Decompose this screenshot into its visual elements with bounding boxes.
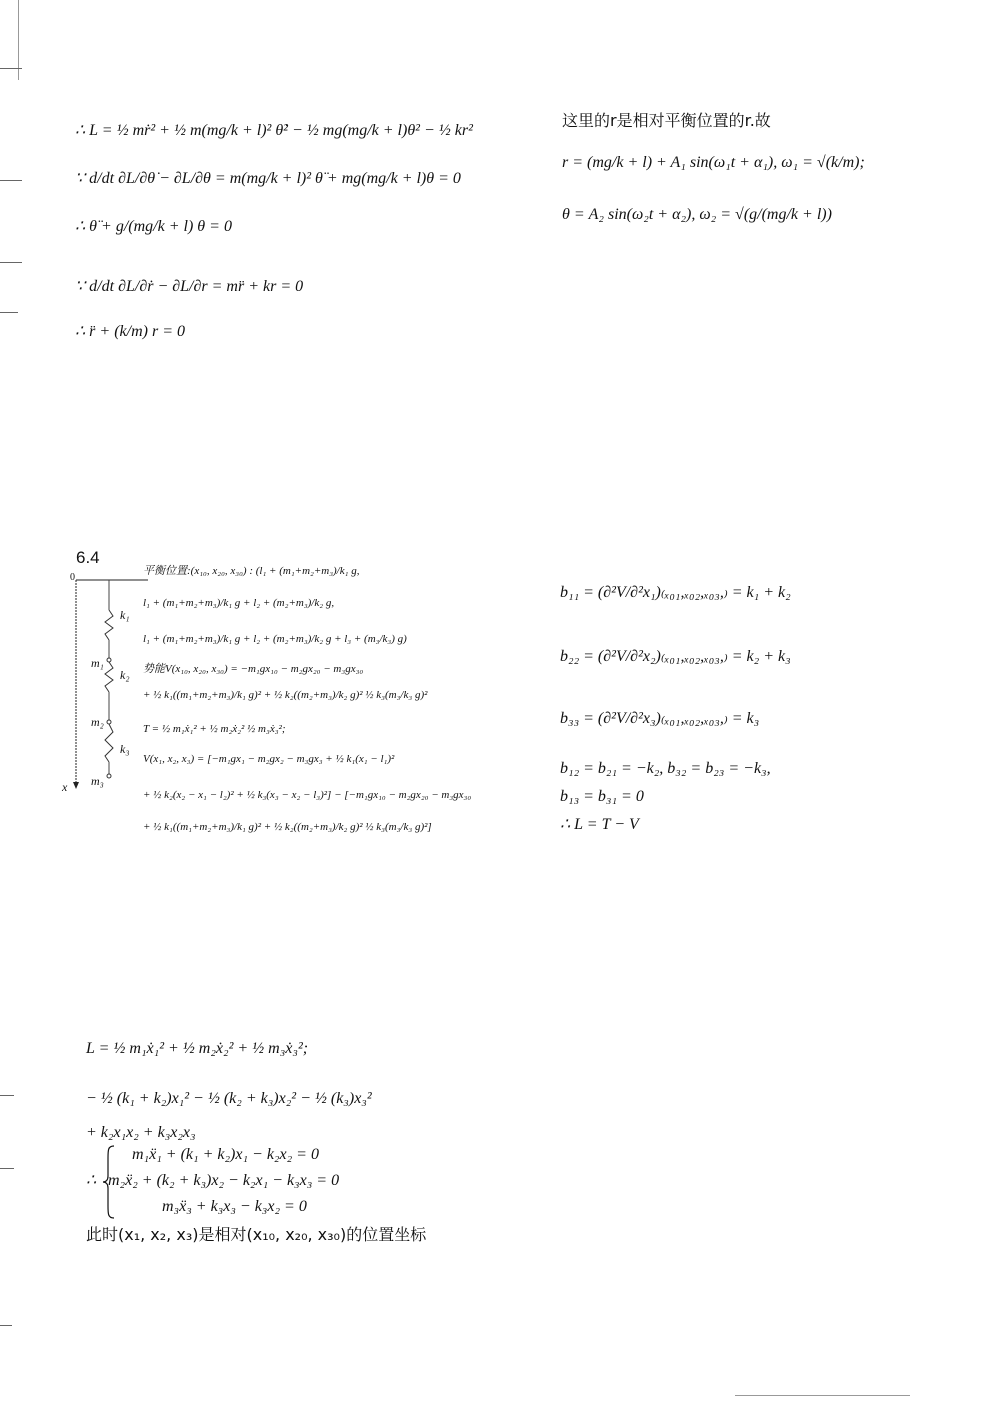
spring-k2-label: k₂ xyxy=(120,668,130,682)
potential-general-line-1: V(x₁, x₂, x₃) = [−m₁gx₁ − m₂gx₂ − m₃gx₃ + ½ k₁(x₁ − l₁)² xyxy=(143,753,395,765)
b11-equation: b₁₁ = (∂²V/∂²x₁)₍ₓ₀₁,ₓ₀₂,ₓ₀₃,₎ = k₁ + k₂ xyxy=(560,584,791,601)
spring-k3-label: k₃ xyxy=(120,742,130,756)
lagrangian-equation: ∴ L = ½ mṙ² + ½ m(mg/k + l)² θ̇² − ½ mg(mg/k + l)θ² − ½ kr² xyxy=(75,122,473,139)
margin-tick xyxy=(0,1168,14,1169)
b12-equation: b₁₂ = b₂₁ = −k₂, b₃₂ = b₂₃ = −k₃, xyxy=(560,760,771,777)
section-number: 6.4 xyxy=(76,548,100,567)
margin-tick xyxy=(0,68,22,69)
equilibrium-line-3: l₁ + (m₁+m₂+m₃)/k₁ g + l₂ + (m₂+m₃)/k₂ g + l₃ + (m₃/k₃) g) xyxy=(143,633,407,645)
bottom-lagrangian-line-2: − ½ (k₁ + k₂)x₁² − ½ (k₂ + k₃)x₂² − ½ (k₃)x₃² xyxy=(86,1090,372,1107)
bottom-lagrangian-line-3: + k₂x₁x₂ + k₃x₂x₃ xyxy=(86,1124,196,1141)
system-equation-1: m₁ẍ₁ + (k₁ + k₂)x₁ − k₂x₂ = 0 xyxy=(132,1146,319,1163)
system-therefore: ∴ xyxy=(86,1172,97,1189)
margin-tick xyxy=(0,312,18,313)
diagram-axis-label: x xyxy=(62,780,68,794)
lagrangian-pendulum-block xyxy=(75,118,495,368)
system-equation-3: m₃ẍ₃ + k₃x₃ − k₃x₂ = 0 xyxy=(162,1198,307,1215)
equilibrium-line-2: l₁ + (m₁+m₂+m₃)/k₁ g + l₂ + (m₂+m₃)/k₂ g, xyxy=(143,597,335,609)
r-solution-equation: r = (mg/k + l) + A₁ sin(ω₁t + α₁), ω₁ = √(k/m); xyxy=(562,154,865,171)
r-lagrange-equation: ∵ d/dt ∂L/∂ṙ − ∂L/∂r = mr̈ + kr = 0 xyxy=(75,278,304,295)
mass-m3-label: m₃ xyxy=(91,774,104,788)
potential-general-line-2: + ½ k₂(x₂ − x₁ − l₂)² + ½ k₃(x₃ − x₂ − l₃)²] − [−m₁gx₁₀ − m₂gx₂₀ − m₃gx₃₀ xyxy=(143,789,472,801)
b13-equation: b₁₃ = b₃₁ = 0 xyxy=(560,788,644,805)
coefficient-block xyxy=(560,568,970,838)
lagrangian-definition: ∴ L = T − V xyxy=(560,816,639,833)
solution-intro-text: 这里的r是相对平衡位置的r.故 xyxy=(562,111,771,130)
potential-general-line-3: + ½ k₁((m₁+m₂+m₃)/k₁ g)² + ½ k₂((m₂+m₃)/k₂ g)² ½ k₃(m₃/k₃ g)²] xyxy=(143,821,432,833)
solution-block xyxy=(562,108,962,258)
equilibrium-line-1: 平衡位置:(x₁₀, x₂₀, x₃₀) : (l₁ + (m₁+m₂+m₃)/k₁ g, xyxy=(143,565,360,577)
theta-solution-equation: θ = A₂ sin(ω₂t + α₂), ω₂ = √(g/(mg/k + l)) xyxy=(562,206,832,223)
spring-k1-label: k₁ xyxy=(120,608,130,622)
bottom-rule xyxy=(735,1395,910,1396)
margin-tick xyxy=(0,262,22,263)
spring-mass-diagram xyxy=(56,570,151,800)
margin-tick xyxy=(0,1095,14,1096)
margin-tick xyxy=(0,180,22,181)
kinetic-energy-line: T = ½ m₁ẋ₁² + ½ m₂ẋ₂² ½ m₃ẋ₃²; xyxy=(143,723,286,735)
mass-m2-label: m₂ xyxy=(91,715,104,729)
theta-motion-equation: ∴ θ̈ + g/(mg/k + l) θ = 0 xyxy=(75,218,232,235)
r-motion-equation: ∴ r̈ + (k/m) r = 0 xyxy=(75,323,185,340)
mass-m1-label: m₁ xyxy=(91,656,104,670)
potential-line-1: 势能V(x₁₀, x₂₀, x₃₀) = −m₁gx₁₀ − m₂gx₂₀ − m₃gx₃₀ xyxy=(143,663,364,675)
potential-line-2: + ½ k₁((m₁+m₂+m₃)/k₁ g)² + ½ k₂((m₂+m₃)/k₂ g)² ½ k₃(m₃/k₃ g)² xyxy=(143,689,428,701)
diagram-origin-label: 0 xyxy=(70,572,75,583)
b33-equation: b₃₃ = (∂²V/∂²x₃)₍ₓ₀₁,ₓ₀₂,ₓ₀₃,₎ = k₃ xyxy=(560,710,760,727)
equilibrium-potential-block xyxy=(143,560,483,850)
coordinate-note: 此时(x₁, x₂, x₃)是相对(x₁₀, x₂₀, x₃₀)的位置坐标 xyxy=(86,1225,427,1244)
system-equation-2: m₂ẍ₂ + (k₂ + k₃)x₂ − k₂x₁ − k₃x₃ = 0 xyxy=(108,1172,340,1189)
margin-tick xyxy=(0,1325,12,1326)
b22-equation: b₂₂ = (∂²V/∂²x₂)₍ₓ₀₁,ₓ₀₂,ₓ₀₃,₎ = k₂ + k₃ xyxy=(560,648,791,665)
bottom-lagrangian-line-1: L = ½ m₁ẋ₁² + ½ m₂ẋ₂² + ½ m₃ẋ₃²; xyxy=(86,1040,309,1057)
theta-lagrange-equation: ∵ d/dt ∂L/∂θ̇ − ∂L/∂θ = m(mg/k + l)² θ̈ + mg(mg/k + l)θ = 0 xyxy=(75,170,461,187)
bottom-lagrangian-block xyxy=(86,1036,536,1251)
